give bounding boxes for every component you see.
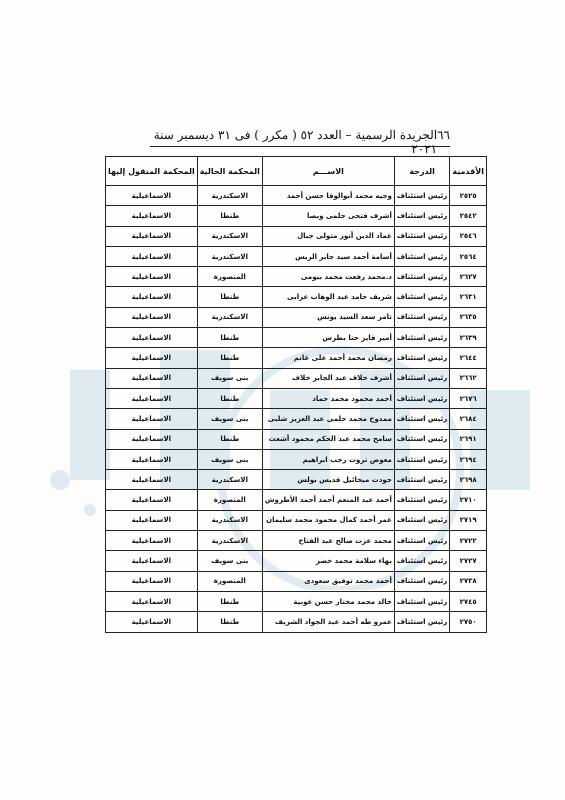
cell-name: شريف حامد عبد الوهاب عرابى xyxy=(262,287,394,307)
table-row xyxy=(106,226,487,246)
cell-target: الاسماعيلية xyxy=(106,510,198,530)
cell-target: الاسماعيلية xyxy=(106,348,198,368)
cell-target: الاسماعيلية xyxy=(106,531,198,551)
cell-target: الاسماعيلية xyxy=(106,470,198,490)
cell-grade: رئيس استئناف xyxy=(394,510,449,530)
cell-seniority: ٢٥٤٢ xyxy=(450,206,487,226)
table-row xyxy=(106,287,487,307)
cell-seniority: ٢٥٤٦ xyxy=(450,226,487,246)
cell-seniority: ٢٥٢٥ xyxy=(450,186,487,206)
cell-grade: رئيس استئناف xyxy=(394,368,449,388)
cell-grade: رئيس استئناف xyxy=(394,409,449,429)
table-row xyxy=(106,429,487,449)
cell-grade: رئيس استئناف xyxy=(394,470,449,490)
cell-seniority: ٢٦٤٤ xyxy=(450,348,487,368)
cell-seniority: ٢٦٣١ xyxy=(450,287,487,307)
cell-current: المنصورة xyxy=(197,490,262,510)
gazette-title: الجريدة الرسمية – العدد ٥٢ ( مكرر ) فى ٣١ ديسمبر سنة ٢٠٢١ xyxy=(153,128,438,156)
cell-target: الاسماعيلية xyxy=(106,612,198,632)
table-row xyxy=(106,307,487,327)
cell-target: الاسماعيلية xyxy=(106,287,198,307)
cell-current: الاسكندرية xyxy=(197,307,262,327)
table-row xyxy=(106,186,487,206)
cell-name: أشرف خلاف عبد الجابر خلاف xyxy=(262,368,394,388)
cell-grade: رئيس استئناف xyxy=(394,429,449,449)
cell-grade: رئيس استئناف xyxy=(394,267,449,287)
cell-target: الاسماعيلية xyxy=(106,388,198,408)
cell-seniority: ٢٧٣٨ xyxy=(450,571,487,591)
col-name: الاســـم xyxy=(262,157,394,186)
table-row xyxy=(106,571,487,591)
col-current-court: المحكمة الحالية xyxy=(197,157,262,186)
table-row xyxy=(106,267,487,287)
table-row xyxy=(106,449,487,469)
cell-target: الاسماعيلية xyxy=(106,409,198,429)
cell-target: الاسماعيلية xyxy=(106,246,198,266)
cell-grade: رئيس استئناف xyxy=(394,591,449,611)
cell-current: الاسكندرية xyxy=(197,186,262,206)
cell-current: بنى سويف xyxy=(197,368,262,388)
cell-seniority: ٢٦٢٧ xyxy=(450,267,487,287)
cell-name: وجيه محمد أبوالوفا حسن أحمد xyxy=(262,186,394,206)
cell-seniority: ٢٥٦٤ xyxy=(450,246,487,266)
cell-name: عمرو طه أحمد عبد الجواد الشريف xyxy=(262,612,394,632)
cell-seniority: ٢٧٢٧ xyxy=(450,551,487,571)
cell-name: ممدوح محمد حلمى عبد العزيز شلبى xyxy=(262,409,394,429)
cell-current: طنطا xyxy=(197,206,262,226)
cell-name: خالد محمد مختار حسن غوبية xyxy=(262,591,394,611)
cell-target: الاسماعيلية xyxy=(106,307,198,327)
cell-name: أشرف فتحى حلمى ويصا xyxy=(262,206,394,226)
cell-name: تامر سعد السيد يونس xyxy=(262,307,394,327)
cell-target: الاسماعيلية xyxy=(106,267,198,287)
cell-target: الاسماعيلية xyxy=(106,490,198,510)
cell-target: الاسماعيلية xyxy=(106,328,198,348)
cell-grade: رئيس استئناف xyxy=(394,449,449,469)
cell-target: الاسماعيلية xyxy=(106,226,198,246)
table-header-row xyxy=(106,157,487,186)
table-row xyxy=(106,388,487,408)
cell-current: بنى سويف xyxy=(197,409,262,429)
cell-name: معوض ثروت رجب ابراهيم xyxy=(262,449,394,469)
table-row xyxy=(106,470,487,490)
cell-name: بهاء سلامة محمد خضر xyxy=(262,551,394,571)
cell-current: بنى سويف xyxy=(197,551,262,571)
cell-current: طنطا xyxy=(197,591,262,611)
table-row xyxy=(106,490,487,510)
cell-name: عمر أحمد كمال محمود محمد سليمان xyxy=(262,510,394,530)
table-row xyxy=(106,246,487,266)
table-row xyxy=(106,409,487,429)
cell-name: أحمد محمد توفيق سعودى xyxy=(262,571,394,591)
cell-name: أحمد محمود محمد حماد xyxy=(262,388,394,408)
cell-grade: رئيس استئناف xyxy=(394,612,449,632)
cell-current: بنى سويف xyxy=(197,449,262,469)
cell-grade: رئيس استئناف xyxy=(394,551,449,571)
cell-name: أسامة أحمد سيد جابر الريس xyxy=(262,246,394,266)
cell-name: عماد الدين أنور متولى جبال xyxy=(262,226,394,246)
cell-current: طنطا xyxy=(197,287,262,307)
cell-grade: رئيس استئناف xyxy=(394,307,449,327)
cell-name: أمير فايز حنا بطرس xyxy=(262,328,394,348)
col-target-court: المحكمة المنقول إليها xyxy=(106,157,198,186)
cell-name: رمضان محمد أحمد على غانم xyxy=(262,348,394,368)
cell-seniority: ٢٧١٩ xyxy=(450,510,487,530)
cell-seniority: ٢٧٢٢ xyxy=(450,531,487,551)
cell-name: جودت ميخائيل قديس بولس xyxy=(262,470,394,490)
cell-seniority: ٢٧٤٥ xyxy=(450,591,487,611)
cell-grade: رئيس استئناف xyxy=(394,571,449,591)
cell-name: محمد عزت صالح عبد الفتاح xyxy=(262,531,394,551)
cell-grade: رئيس استئناف xyxy=(394,206,449,226)
cell-target: الاسماعيلية xyxy=(106,571,198,591)
cell-target: الاسماعيلية xyxy=(106,591,198,611)
col-seniority: الأقدمية xyxy=(450,157,487,186)
cell-seniority: ٢٦٩٤ xyxy=(450,449,487,469)
cell-seniority: ٢٦٣٥ xyxy=(450,307,487,327)
cell-seniority: ٢٦٣٩ xyxy=(450,328,487,348)
table-row xyxy=(106,348,487,368)
cell-current: طنطا xyxy=(197,328,262,348)
table-row xyxy=(106,531,487,551)
cell-current: طنطا xyxy=(197,348,262,368)
page-header xyxy=(150,128,450,156)
cell-grade: رئيس استئناف xyxy=(394,490,449,510)
cell-seniority: ٢٧١٠ xyxy=(450,490,487,510)
cell-grade: رئيس استئناف xyxy=(394,531,449,551)
cell-grade: رئيس استئناف xyxy=(394,328,449,348)
cell-current: المنصورة xyxy=(197,267,262,287)
cell-seniority: ٢٦٩١ xyxy=(450,429,487,449)
table-row xyxy=(106,591,487,611)
table-row xyxy=(106,206,487,226)
page-number: ٦٦ xyxy=(437,128,450,142)
table-row xyxy=(106,368,487,388)
cell-current: الاسكندرية xyxy=(197,246,262,266)
cell-target: الاسماعيلية xyxy=(106,206,198,226)
cell-current: الاسكندرية xyxy=(197,226,262,246)
cell-current: الاسكندرية xyxy=(197,510,262,530)
cell-seniority: ٢٧٥٠ xyxy=(450,612,487,632)
cell-grade: رئيس استئناف xyxy=(394,246,449,266)
cell-grade: رئيس استئناف xyxy=(394,287,449,307)
table-row xyxy=(106,612,487,632)
cell-seniority: ٢٦٨٤ xyxy=(450,409,487,429)
table-row xyxy=(106,328,487,348)
transfer-table xyxy=(105,156,487,633)
col-grade: الدرجة xyxy=(394,157,449,186)
cell-name: د.محمد رفعت محمد بيومى xyxy=(262,267,394,287)
cell-target: الاسماعيلية xyxy=(106,186,198,206)
cell-current: الاسكندرية xyxy=(197,531,262,551)
cell-current: طنطا xyxy=(197,388,262,408)
cell-grade: رئيس استئناف xyxy=(394,348,449,368)
cell-seniority: ٢٦٩٨ xyxy=(450,470,487,490)
cell-current: طنطا xyxy=(197,429,262,449)
table-row xyxy=(106,510,487,530)
cell-name: أحمد عبد المنعم أحمد أحمد الأطروش xyxy=(262,490,394,510)
cell-seniority: ٢٦٦٢ xyxy=(450,368,487,388)
cell-target: الاسماعيلية xyxy=(106,551,198,571)
table-row xyxy=(106,551,487,571)
cell-grade: رئيس استئناف xyxy=(394,388,449,408)
cell-grade: رئيس استئناف xyxy=(394,226,449,246)
cell-current: الاسكندرية xyxy=(197,470,262,490)
cell-target: الاسماعيلية xyxy=(106,429,198,449)
cell-current: المنصورة xyxy=(197,571,262,591)
cell-seniority: ٢٦٧٦ xyxy=(450,388,487,408)
header-rule xyxy=(150,146,450,147)
cell-target: الاسماعيلية xyxy=(106,368,198,388)
cell-current: طنطا xyxy=(197,612,262,632)
cell-name: سامح محمد عبد الحكم محمود أشعث xyxy=(262,429,394,449)
cell-grade: رئيس استئناف xyxy=(394,186,449,206)
cell-target: الاسماعيلية xyxy=(106,449,198,469)
